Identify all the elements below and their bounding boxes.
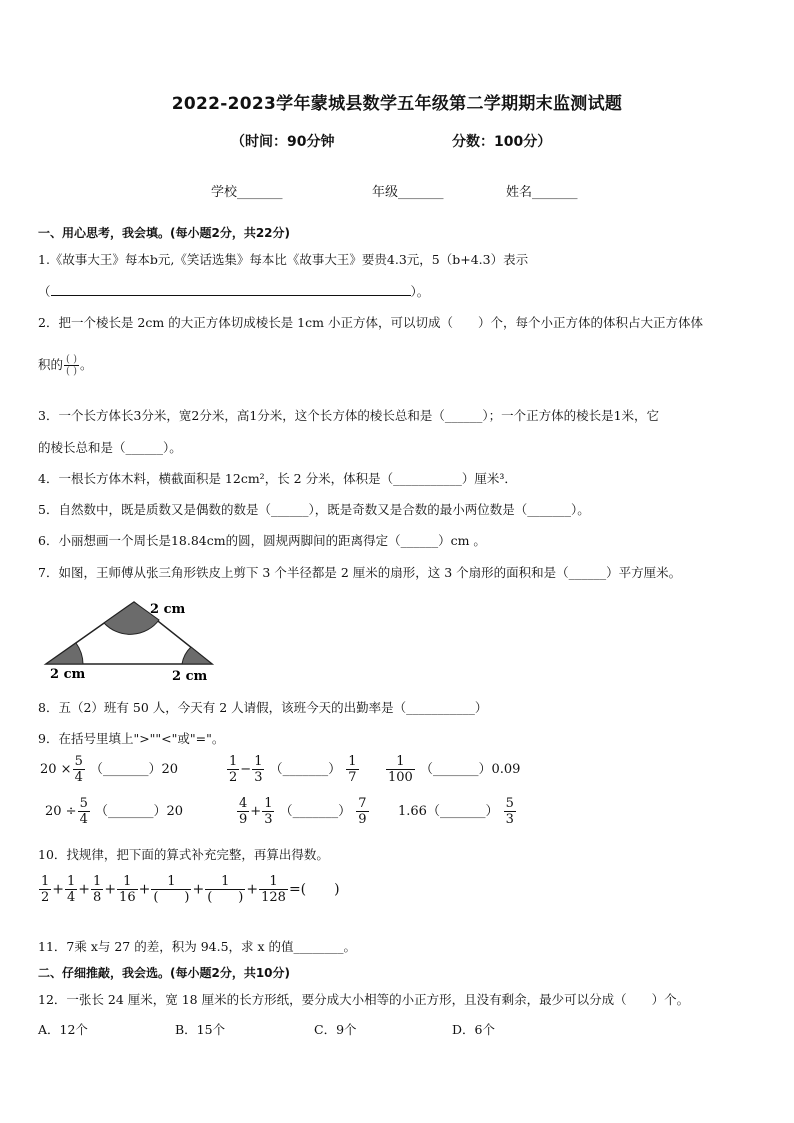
page-title: 2022-2023学年蒙城县数学五年级第二学期期末监测试题 xyxy=(171,94,623,114)
q9-r2a-num: 5 xyxy=(79,796,88,811)
question-2-text: 积的 xyxy=(38,357,64,372)
question-3-line1: 3．一个长方体长3分米，宽2分米，高1分米，这个长方体的棱长总和是（______）；一个正方体的棱长是1米，它 xyxy=(38,408,660,423)
q9-r1c-fraction xyxy=(386,754,415,785)
question-1-close: ）。 xyxy=(410,284,430,299)
q10-numerator: 1 xyxy=(259,874,288,890)
q10-denominator: 128 xyxy=(261,890,286,905)
q9-r2a-left: 20 ÷ xyxy=(45,804,77,819)
q9-r2a-blank[interactable]: （_______）20 xyxy=(95,804,184,819)
question-2-fraction[interactable] xyxy=(64,354,79,377)
question-12-option-d[interactable]: D．6个 xyxy=(452,1022,495,1037)
q9-r2b-blank[interactable]: （_______） xyxy=(279,804,352,819)
q9-r1b-blank[interactable]: （_______） xyxy=(269,762,342,777)
name-field[interactable]: 姓名_______ xyxy=(506,185,578,200)
q9-r1a-fraction xyxy=(73,754,85,785)
question-1-open: （ xyxy=(38,284,51,299)
q9-r1c-den: 100 xyxy=(388,770,413,785)
q9-r1a-den: 4 xyxy=(74,770,83,785)
q9-r2b-rhs-den: 9 xyxy=(358,812,367,827)
school-field[interactable]: 学校_______ xyxy=(211,185,283,200)
question-9-row1-b xyxy=(226,754,360,785)
q10-denominator: 4 xyxy=(67,890,76,905)
q9-r2b-f1-num: 4 xyxy=(239,796,248,811)
q9-r1b-op: − xyxy=(240,762,252,777)
q9-r1b-rhs xyxy=(346,754,358,785)
question-1-answer-blank[interactable] xyxy=(51,283,411,296)
q9-r2b-rhs-num: 7 xyxy=(358,796,367,811)
q9-r2b-f2-den: 3 xyxy=(264,812,273,827)
q9-r1b-f2-den: 3 xyxy=(254,770,263,785)
question-9-prompt: 9．在括号里填上">""<"或"="。 xyxy=(38,731,225,746)
q10-plus: + xyxy=(52,881,65,898)
q9-r2c-den: 3 xyxy=(505,812,514,827)
question-9-row1-a xyxy=(40,754,178,785)
q9-r1b-f2-num: 1 xyxy=(254,754,263,769)
q9-r1a-blank[interactable]: （_______）20 xyxy=(90,762,179,777)
q9-r1b-rhs-num: 1 xyxy=(348,754,357,769)
question-2-end: 。 xyxy=(80,357,93,372)
question-9-row1-c xyxy=(385,754,520,785)
q10-fraction xyxy=(91,874,103,905)
exam-time: （时间：90分钟 xyxy=(231,134,335,150)
section-heading-2: 二、仔细推敲，我会选。(每小题2分，共10分) xyxy=(38,966,291,980)
question-8: 8．五（2）班有 50 人，今天有 2 人请假，该班今天的出勤率是（___________） xyxy=(38,700,488,715)
question-10-prompt: 10．找规律，把下面的算式补充完整，再算出得数。 xyxy=(38,847,329,862)
q10-equals-blank[interactable]: =( ) xyxy=(288,881,340,898)
label-right: 2 cm xyxy=(172,669,208,684)
q10-numerator: 1 xyxy=(205,874,245,890)
question-12: 12．一张长 24 厘米，宽 18 厘米的长方形纸，要分成大小相等的小正方形，且没有剩余，最少可以分成（ ）个。 xyxy=(38,992,690,1007)
q10-plus: + xyxy=(246,881,259,898)
q9-r1b-f1-den: 2 xyxy=(229,770,238,785)
question-9-row2-a xyxy=(45,796,183,827)
q9-r1b-frac1 xyxy=(227,754,239,785)
triangle-figure xyxy=(40,596,230,686)
q9-r1c-num: 1 xyxy=(386,754,415,770)
question-2-frac-numerator: ( ) xyxy=(66,354,77,365)
q10-fraction[interactable] xyxy=(151,874,191,905)
sector-left xyxy=(46,643,83,664)
q10-fraction xyxy=(65,874,77,905)
question-4: 4．一根长方体木料，横截面积是 12cm²，长 2 分米，体积是（___________）厘米³． xyxy=(38,471,517,486)
section-heading-1: 一、用心思考，我会填。(每小题2分，共22分) xyxy=(38,226,291,240)
q10-denominator: 8 xyxy=(93,890,102,905)
q10-numerator: 1 xyxy=(93,874,102,889)
q9-r2c-num: 5 xyxy=(505,796,514,811)
exam-score: 分数：100分） xyxy=(452,134,552,150)
question-12-option-b[interactable]: B．15个 xyxy=(175,1022,226,1037)
q9-r2b-rhs xyxy=(356,796,368,827)
q10-fraction xyxy=(117,874,138,905)
q9-r1c-blank[interactable]: （_______）0.09 xyxy=(419,762,521,777)
q10-numerator: 1 xyxy=(151,874,191,890)
q9-r1b-rhs-den: 7 xyxy=(348,770,357,785)
question-9-row2-b xyxy=(236,796,370,827)
q10-fraction xyxy=(259,874,288,905)
q9-r2c-fraction xyxy=(504,796,516,827)
q10-plus: + xyxy=(138,881,151,898)
q9-r2b-frac1 xyxy=(237,796,249,827)
q9-r1a-left: 20 × xyxy=(40,762,72,777)
q9-r2c-left[interactable]: 1.66（_______） xyxy=(398,804,499,819)
question-2-line2 xyxy=(38,354,93,377)
question-1-line1: 1.《故事大王》每本b元,《笑话选集》每本比《故事大王》要贵4.3元，5（b+4.3）表示 xyxy=(38,252,529,267)
question-2-frac-denominator: ( ) xyxy=(66,366,77,377)
q10-denominator: ( ) xyxy=(207,890,244,905)
label-top: 2 cm xyxy=(150,602,186,617)
q9-r2b-op: + xyxy=(250,804,262,819)
q10-denominator: 2 xyxy=(41,890,50,905)
question-6: 6．小丽想画一个周长是18.84cm的圆，圆规两脚间的距离得定（______）cm 。 xyxy=(38,533,486,548)
q9-r2b-f2-num: 1 xyxy=(264,796,273,811)
question-2-line1: 2．把一个棱长是 2cm 的大正方体切成棱长是 1cm 小正方体，可以切成（ ）个，每个小正方体的体积占大正方体体 xyxy=(38,315,703,330)
question-10-expression xyxy=(38,874,340,905)
question-11: 11．7乘 x与 27 的差，积为 94.5，求 x 的值________。 xyxy=(38,939,357,954)
q9-r1b-frac2 xyxy=(252,754,264,785)
question-12-option-c[interactable]: C．9个 xyxy=(314,1022,357,1037)
q10-numerator: 1 xyxy=(41,874,50,889)
q9-r1a-num: 5 xyxy=(74,754,83,769)
label-left: 2 cm xyxy=(50,667,86,682)
q10-fraction[interactable] xyxy=(205,874,245,905)
q9-r2a-fraction xyxy=(78,796,90,827)
q10-plus: + xyxy=(104,881,117,898)
question-12-option-a[interactable]: A．12个 xyxy=(38,1022,88,1037)
q10-denominator: ( ) xyxy=(153,890,190,905)
q10-fraction xyxy=(39,874,51,905)
question-1-line2 xyxy=(38,282,429,300)
question-5: 5．自然数中，既是质数又是偶数的数是（______），既是奇数又是合数的最小两位数是（_______）。 xyxy=(38,502,590,517)
q9-r2b-f1-den: 9 xyxy=(239,812,248,827)
q9-r2a-den: 4 xyxy=(79,812,88,827)
q9-r1b-f1-num: 1 xyxy=(229,754,238,769)
q10-plus: + xyxy=(78,881,91,898)
q10-numerator: 1 xyxy=(67,874,76,889)
question-9-row2-c xyxy=(398,796,517,827)
q10-plus: + xyxy=(192,881,205,898)
q10-numerator: 1 xyxy=(117,874,138,890)
grade-field[interactable]: 年级_______ xyxy=(372,185,444,200)
question-7: 7．如图，王师傅从张三角形铁皮上剪下 3 个半径都是 2 厘米的扇形，这 3 个扇形的面积和是（______）平方厘米。 xyxy=(38,565,682,580)
q10-denominator: 16 xyxy=(119,890,136,905)
question-3-line2: 的棱长总和是（______）。 xyxy=(38,440,182,455)
q9-r2b-frac2 xyxy=(262,796,274,827)
